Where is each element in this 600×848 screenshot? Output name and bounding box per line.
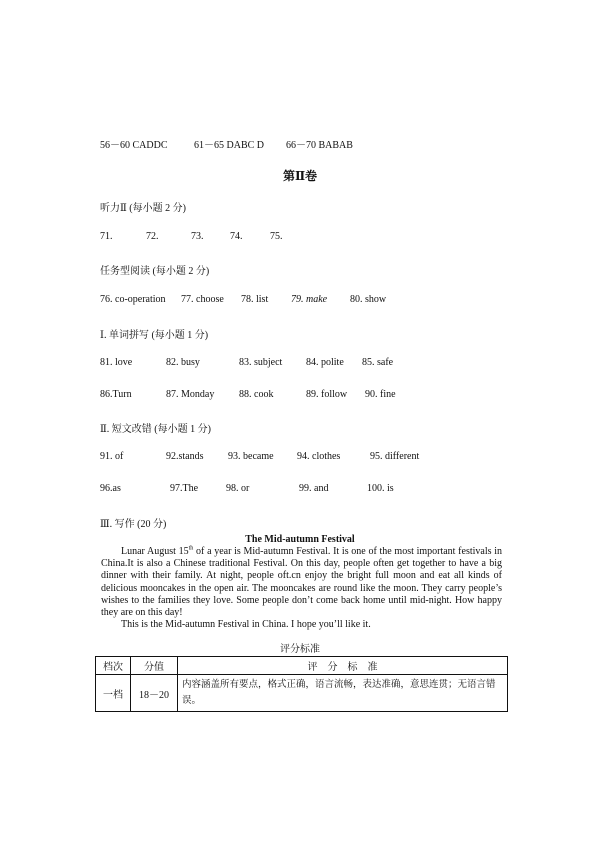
- correction-item: 91. of: [100, 451, 124, 462]
- listening-item: 72.: [146, 231, 159, 242]
- task-reading-item: 78. list: [241, 294, 269, 305]
- correction-item: 98. or: [226, 483, 250, 494]
- spelling-item: 82. busy: [166, 357, 200, 368]
- essay-paragraph-1: [101, 546, 502, 619]
- rubric-level: 一档: [96, 675, 131, 712]
- essay-p1-start: Lunar August 15: [121, 546, 189, 557]
- task-reading-heading: 任务型阅读 (每小题 2 分): [100, 266, 210, 277]
- part-title: 第Ⅱ卷: [282, 169, 318, 183]
- correction-item: 100. is: [367, 483, 394, 494]
- rubric-score: 18－20: [131, 675, 178, 712]
- spelling-item: 81. love: [100, 357, 133, 368]
- writing-heading: Ⅲ. 写作 (20 分): [100, 519, 167, 530]
- essay-title: The Mid-autumn Festival: [245, 534, 355, 545]
- rubric-header-score: 分值: [131, 657, 178, 675]
- answers-61-65: 61－65 DABC D: [194, 140, 265, 151]
- listening-item: 74.: [230, 231, 243, 242]
- correction-item: 96.as: [100, 483, 121, 494]
- correction-heading: Ⅱ. 短文改错 (每小题 1 分): [100, 424, 211, 435]
- listening-item: 75.: [270, 231, 283, 242]
- spelling-heading: Ⅰ. 单词拼写 (每小题 1 分): [100, 330, 209, 341]
- correction-item: 94. clothes: [297, 451, 341, 462]
- listening-item: 73.: [191, 231, 204, 242]
- answers-56-60: 56－60 CADDC: [100, 140, 168, 151]
- spelling-item: 85. safe: [362, 357, 394, 368]
- essay-p1-superscript: th: [188, 545, 194, 552]
- spelling-item: 87. Monday: [166, 389, 215, 400]
- spelling-item: 89. follow: [306, 389, 348, 400]
- task-reading-item: 77. choose: [181, 294, 224, 305]
- correction-item: 95. different: [370, 451, 420, 462]
- correction-item: 92.stands: [166, 451, 204, 462]
- essay-p1-rest: of a year is Mid-autumn Festival. It is one of the most important festivals in China.It is also a Chinese traditional Festival. On this day, people often get together to have a big dinner with their family. At night, people oft.cn enjoy the bright full moon and eat all kinds of delicious mooncakes in the open air. The mooncakes are round like the moon. They carry people’s wishes to the families they love. Some people don’t come back home until mid-night. How happy they are on this day!: [101, 546, 502, 619]
- correction-item: 97.The: [170, 483, 199, 494]
- correction-item: 99. and: [299, 483, 329, 494]
- spelling-item: 84. polite: [306, 357, 344, 368]
- spelling-item: 88. cook: [239, 389, 274, 400]
- spelling-item: 90. fine: [365, 389, 396, 400]
- rubric-table: [95, 656, 508, 712]
- task-reading-item-text: 79. make: [291, 294, 328, 305]
- rubric-header-criteria: 评 分 标 准: [178, 657, 508, 675]
- rubric-title: 评分标准: [280, 644, 320, 655]
- listening-item: 71.: [100, 231, 113, 242]
- task-reading-item: [291, 294, 327, 305]
- correction-item: 93. became: [228, 451, 274, 462]
- rubric-header-level: 档次: [96, 657, 131, 675]
- essay-paragraph-2: This is the Mid-autumn Festival in China. I hope you’ll like it.: [121, 619, 371, 631]
- spelling-item: 83. subject: [239, 357, 283, 368]
- rubric-criteria: 内容涵盖所有要点，格式正确，语言流畅，表达准确，意思连贯；无语言错误。: [178, 675, 508, 712]
- rubric-row: [96, 675, 508, 712]
- task-reading-item: 76. co-operation: [100, 294, 166, 305]
- spelling-item: 86.Turn: [100, 389, 132, 400]
- essay-body: [101, 546, 502, 631]
- rubric-header-row: [96, 657, 508, 675]
- listening-heading: 听力Ⅱ (每小题 2 分): [100, 203, 186, 214]
- answers-66-70: 66－70 BABAB: [286, 140, 353, 151]
- task-reading-item: 80. show: [350, 294, 387, 305]
